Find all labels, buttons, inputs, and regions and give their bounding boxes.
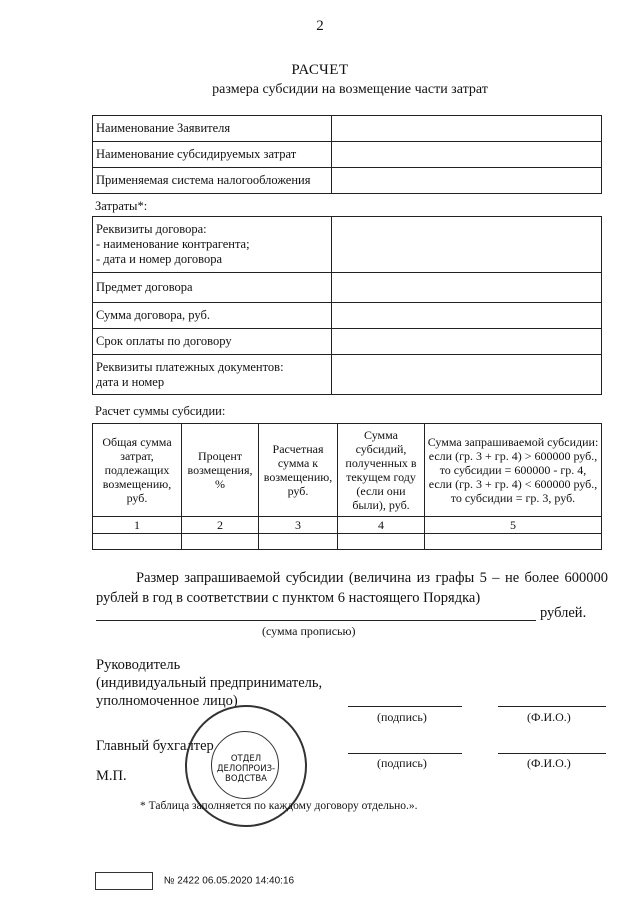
column-number: 3 <box>259 517 338 534</box>
value-cell <box>93 534 182 550</box>
header-percent: Процент возмещения, % <box>182 424 259 517</box>
accountant-label: Главный бухгалтер <box>96 738 214 754</box>
calculation-table <box>92 423 602 550</box>
stamp-text: ОТДЕЛ ДЕЛОПРОИЗ- ВОДСТВА <box>216 754 276 784</box>
contract-subject-value <box>332 273 602 303</box>
payment-docs-value <box>332 355 602 395</box>
value-cell <box>338 534 425 550</box>
costs-table <box>92 216 602 395</box>
contract-details-value <box>332 217 602 273</box>
column-number: 4 <box>338 517 425 534</box>
value-cell <box>425 534 602 550</box>
contract-details-label: Реквизиты договора: - наименование контрагента; - дата и номер договора <box>93 217 332 273</box>
value-cell <box>259 534 338 550</box>
contract-sum-value <box>332 303 602 329</box>
footnote: * Таблица заполняется по каждому договору отдельно.». <box>140 800 418 812</box>
subsidized-costs-label: Наименование субсидируемых затрат <box>93 142 332 168</box>
payment-term-label: Срок оплаты по договору <box>93 329 332 355</box>
subsidized-costs-value <box>332 142 602 168</box>
column-number: 5 <box>425 517 602 534</box>
head-label: Руководитель (индивидуальный предприниматель, уполномоченное лицо) <box>96 657 323 709</box>
building-logo-icon <box>95 872 153 890</box>
accountant-signature-line <box>348 753 462 754</box>
header-estimated-sum: Расчетная сумма к возмещению, руб. <box>259 424 338 517</box>
column-number: 2 <box>182 517 259 534</box>
subsidy-paragraph: Размер запрашиваемой субсидии (величина из графы 5 – не более 600000 рублей в год в соответствии с пунктом 6 настоящего Порядка) <box>96 570 608 606</box>
head-name-line <box>498 706 606 707</box>
sum-in-words-line <box>96 620 536 621</box>
head-name-caption: (Ф.И.О.) <box>527 710 571 724</box>
seal-label: М.П. <box>96 768 127 784</box>
contract-sum-label: Сумма договора, руб. <box>93 303 332 329</box>
header-received-subsidies: Сумма субсидий, полученных в текущем году (если они были), руб. <box>338 424 425 517</box>
accountant-name-line <box>498 753 606 754</box>
applicant-table <box>92 115 602 194</box>
accountant-name-caption: (Ф.И.О.) <box>527 756 571 770</box>
accountant-signature-caption: (подпись) <box>377 756 427 770</box>
tax-system-label: Применяемая система налогообложения <box>93 168 332 194</box>
applicant-name-label: Наименование Заявителя <box>93 116 332 142</box>
column-number: 1 <box>93 517 182 534</box>
registration-footer: № 2422 06.05.2020 14:40:16 <box>95 872 294 890</box>
payment-term-value <box>332 329 602 355</box>
value-cell <box>182 534 259 550</box>
payment-docs-label: Реквизиты платежных документов: дата и номер <box>93 355 332 395</box>
document-subtitle: размера субсидии на возмещение части затрат <box>212 82 488 97</box>
rubles-label: рублей. <box>540 605 587 621</box>
applicant-name-value <box>332 116 602 142</box>
header-total-costs: Общая сумма затрат, подлежащих возмещению, руб. <box>93 424 182 517</box>
head-signature-line <box>348 706 462 707</box>
contract-subject-label: Предмет договора <box>93 273 332 303</box>
calculation-label: Расчет суммы субсидии: <box>95 404 226 418</box>
head-signature-caption: (подпись) <box>377 710 427 724</box>
header-requested-subsidy: Сумма запрашиваемой субсидии: если (гр. 3 + гр. 4) > 600000 руб., то субсидии = 600000 - гр. 4, если (гр. 3 + гр. 4) < 600000 руб., то субсидии = гр. 3, руб. <box>425 424 602 517</box>
page-number: 2 <box>316 18 324 34</box>
costs-label: Затраты*: <box>95 199 148 213</box>
document-title: РАСЧЕТ <box>291 62 349 78</box>
tax-system-value <box>332 168 602 194</box>
sum-in-words-caption: (сумма прописью) <box>262 624 356 638</box>
